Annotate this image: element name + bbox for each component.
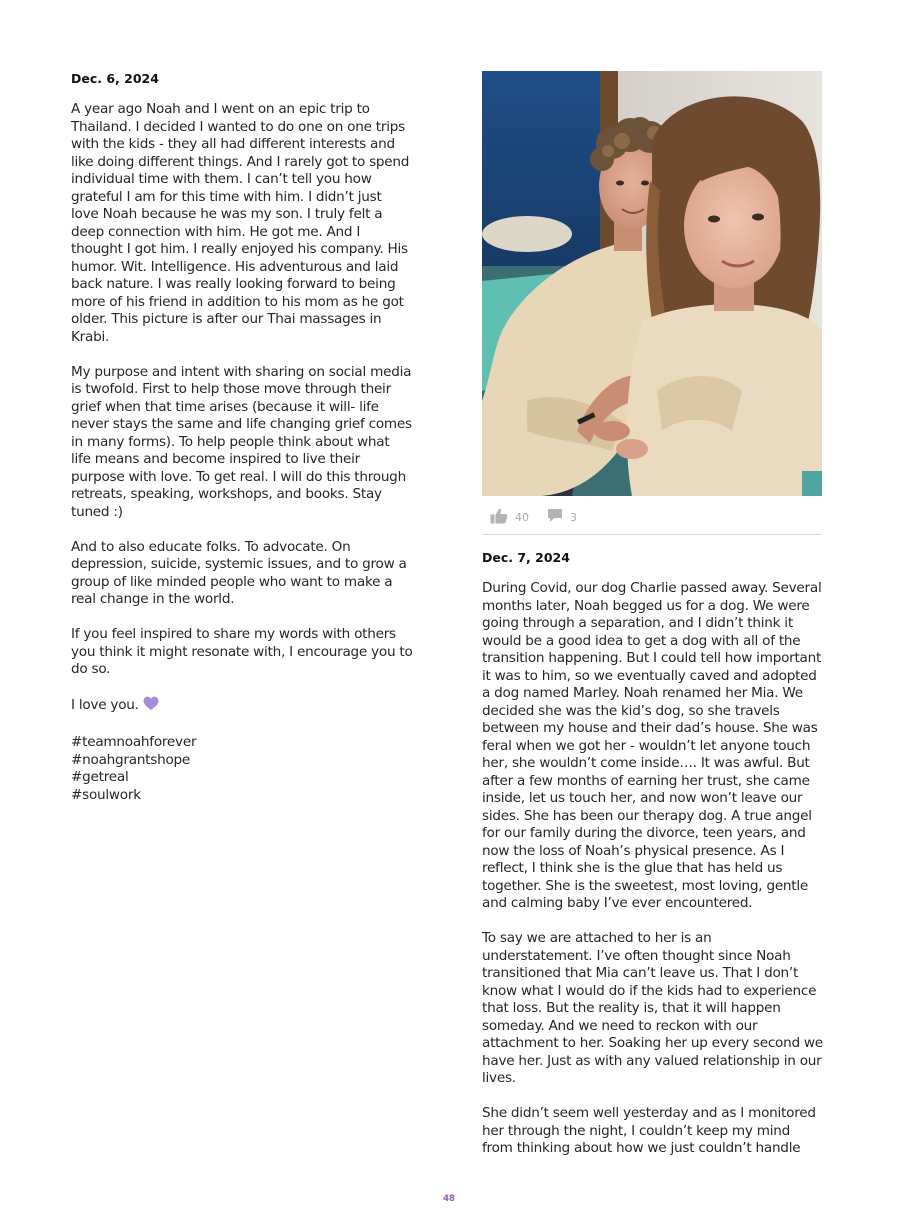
post-photo	[482, 71, 822, 496]
post-paragraph: If you feel inspired to share my words with others you think it might resonate with, I encourage you to do so.	[71, 626, 413, 677]
love-line	[71, 696, 413, 717]
thumbs-up-icon[interactable]	[490, 508, 508, 527]
like-count: 40	[515, 510, 529, 524]
comment-icon[interactable]	[547, 508, 563, 526]
right-post	[482, 549, 824, 1175]
hashtag[interactable]: #teamnoahforever	[71, 734, 197, 750]
comment-count: 3	[570, 510, 577, 524]
post-paragraph: She didn’t seem well yesterday and as I monitored her through the night, I couldn’t keep my mind from thinking about how we just couldn’t handle	[482, 1105, 816, 1156]
post-date: Dec. 6, 2024	[71, 71, 159, 86]
hashtag[interactable]: #getreal	[71, 769, 129, 785]
post-paragraph: My purpose and intent with sharing on social media is twofold. First to help those move through their grief when that time arises (because it will- life never stays the same and life changing grief comes in many forms). To help people think about what life means and become inspired to live their purpose with love. To get real. I will do this through retreats, speaking, workshops, and books. Stay tuned :)	[71, 363, 412, 520]
hashtag[interactable]: #noahgrantshope	[71, 751, 191, 768]
hashtag[interactable]: #soulwork	[71, 786, 141, 803]
hashtag-list	[71, 734, 413, 804]
post-date: Dec. 7, 2024	[482, 550, 570, 565]
purple-heart-icon	[143, 696, 159, 717]
post-paragraph: And to also educate folks. To advocate. On depression, suicide, systemic issues, and to grow a group of like minded people who want to make a real change in the world.	[71, 538, 407, 607]
photo-of-mother-and-son-icon	[482, 71, 822, 496]
post-paragraph: A year ago Noah and I went on an epic trip to Thailand. I decided I wanted to do one on one trips with the kids - they all had different interests and like doing different things. And I rarely got to spend individual time with them. I can’t tell you how grateful I am for this time with him. I didn’t just love Noah because he was my son. I truly felt a deep connection with him. He got me. And I thought I got him. I really enjoyed his company. His humor. Wit. Intelligence. His adventurous and laid back nature. I was really looking forward to being more of his friend in addition to his mom as he got older. This picture is after our Thai massages in Krabi.	[71, 101, 410, 345]
divider	[482, 534, 822, 535]
reactions-bar	[490, 508, 577, 526]
post-paragraph: To say we are attached to her is an understatement. I’ve often thought since Noah transitioned that Mia can’t leave us. That I don’t know what I would do if the kids had to experience that loss. But the reality is, that it will happen someday. And we need to reckon with our attachment to her. Soaking her up every second we have her. Just as with any valued relationship in our lives.	[482, 930, 823, 1086]
post-paragraph: During Covid, our dog Charlie passed away. Several months later, Noah begged us for a dog. We were going through a separation, and I didn’t think it would be a good idea to get a dog with all of the transition happening. But I could tell how important it was to him, so we eventually caved and adopted a dog named Marley. Noah renamed her Mia. We decided she was the kid’s dog, so she travels between my house and their dad’s house. She was feral when we got her - wouldn’t let anyone touch her, she wouldn’t come inside…. It was awful. But after a few months of earning her trust, she came inside, let us touch her, and now won’t leave our sides. She has been our therapy dog. A true angel for our family during the divorce, teen years, and now the loss of Noah’s physical presence. As I reflect, I think she is the glue that has held us together. She is the sweetest, most loving, gentle and calming baby I’ve ever encountered.	[482, 580, 822, 911]
left-post	[71, 70, 413, 804]
love-text: I love you.	[71, 697, 139, 713]
page-number: 48	[443, 1194, 455, 1204]
